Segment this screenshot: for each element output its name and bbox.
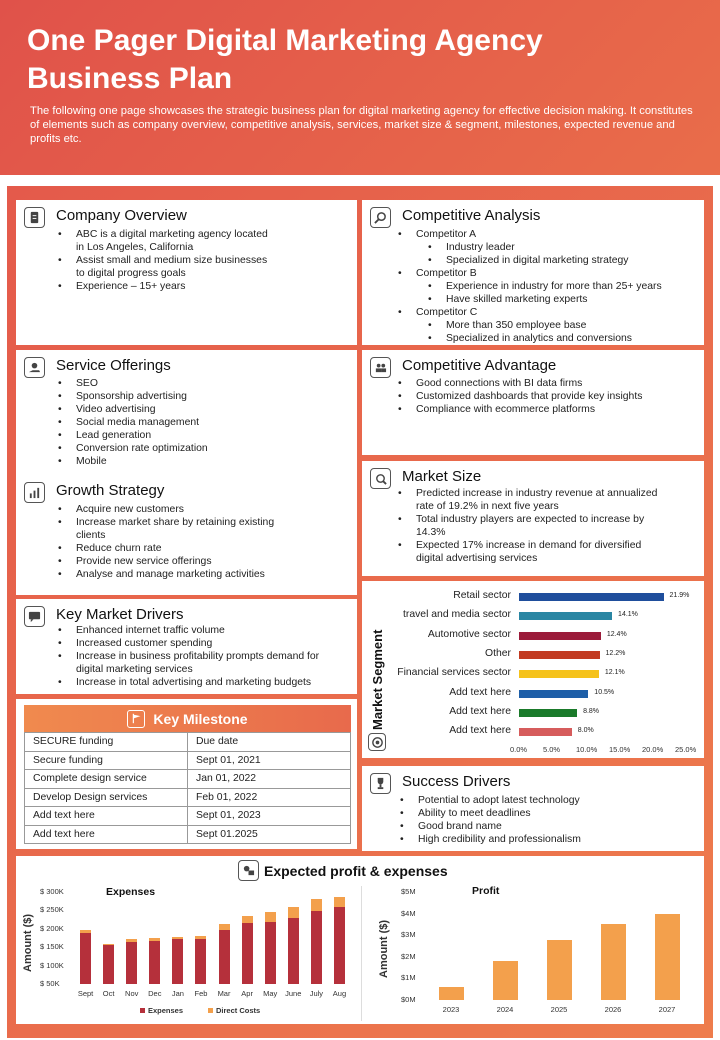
table-cell: Add text here: [25, 825, 188, 844]
list-item: • Sponsorship advertising: [58, 390, 318, 403]
expenses-bar: [126, 939, 137, 941]
segment-label: Add text here: [449, 686, 511, 698]
service-offerings-title: Service Offerings: [56, 357, 171, 374]
magnifier-icon: [370, 207, 391, 228]
list-item: • Analyse and manage marketing activities: [58, 568, 298, 581]
list-item: • Mobile: [58, 455, 318, 468]
table-cell: Add text here: [25, 807, 188, 826]
competitor-item: [398, 228, 698, 267]
competitive-advantage-box: [362, 350, 704, 455]
segment-label: Retail sector: [453, 590, 511, 601]
table-cell: Develop Design services: [25, 788, 188, 807]
key-market-drivers-list: [58, 624, 343, 689]
segment-bar: [519, 593, 664, 601]
expenses-bar: [265, 922, 276, 984]
list-item: • Reduce churn rate: [58, 542, 298, 555]
list-item: • Compliance with ecommerce platforms: [398, 403, 698, 416]
legend-swatch: [208, 1008, 213, 1013]
expenses-bar: [334, 907, 345, 984]
expenses-x-tick: Dec: [148, 989, 162, 998]
bar-chart-icon: [24, 482, 45, 503]
expenses-bar: [242, 923, 253, 984]
list-item: • Conversion rate optimization: [58, 442, 318, 455]
expenses-bar: [311, 911, 322, 984]
competitor-name: Competitor A: [416, 229, 477, 240]
competitor-item: [398, 306, 698, 345]
expenses-bar: [103, 944, 114, 945]
expenses-y-tick: $ 100K: [40, 960, 64, 970]
profit-y-tick: $0M: [401, 995, 416, 1004]
expenses-y-tick: $ 150K: [40, 942, 64, 952]
profit-y-tick: $3M: [401, 930, 416, 940]
list-item: • Social media management: [58, 416, 318, 429]
list-item: • Predicted increase in industry revenue at annualized rate of 19.2% in next five years: [398, 487, 668, 513]
competitor-point: • Experience in industry for more than 25+ years: [428, 280, 698, 293]
chart-magnifier-icon: [370, 468, 391, 489]
segment-axis-tick: 25.0%: [675, 745, 697, 754]
expenses-chart-title: Expenses: [106, 886, 156, 898]
expenses-x-tick: Oct: [102, 989, 115, 998]
list-item: • Good connections with BI data firms: [398, 377, 698, 390]
segment-bar: [519, 690, 588, 698]
list-item: • Video advertising: [58, 403, 318, 416]
table-cell: Sept 01, 2021: [188, 751, 351, 770]
expenses-bar: [172, 937, 183, 939]
key-market-drivers-title: Key Market Drivers: [56, 606, 184, 623]
expenses-x-tick: Sept: [77, 989, 94, 998]
list-item: • SEO: [58, 377, 318, 390]
competitor-name: Competitor B: [416, 268, 477, 279]
expenses-bar: [334, 897, 345, 907]
service-offerings-box: [16, 350, 357, 475]
segment-label: Add text here: [449, 705, 511, 717]
competitor-points: [416, 319, 698, 345]
key-market-drivers-box: [16, 599, 357, 694]
list-item: • Experience – 15+ years: [58, 280, 278, 293]
document-icon: [24, 207, 45, 228]
segment-value-label: 14.1%: [618, 611, 638, 619]
company-overview-box: [16, 200, 357, 345]
list-item: • Expected 17% increase in demand for diversified digital advertising services: [398, 539, 668, 565]
competitive-advantage-title: Competitive Advantage: [402, 357, 557, 374]
segment-axis-tick: 20.0%: [642, 745, 664, 754]
expenses-y-tick: $ 250K: [40, 905, 64, 915]
segment-label: Other: [485, 647, 511, 659]
profit-bar: [655, 914, 680, 1000]
expenses-bar: [195, 936, 206, 939]
segment-axis-tick: 0.0%: [510, 745, 528, 754]
profit-chart-title: Profit: [472, 885, 500, 897]
competitor-point: • Have skilled marketing experts: [428, 293, 698, 306]
expenses-bar: [311, 899, 322, 911]
page-title: One Pager Digital Marketing Agency Business Plan: [27, 24, 543, 95]
expenses-x-tick: May: [263, 989, 278, 998]
money-icon: [238, 860, 259, 881]
list-item: • Total industry players are expected to increase by 14.3%: [398, 513, 668, 539]
list-item: • Acquire new customers: [58, 503, 298, 516]
expenses-x-tick: Apr: [241, 989, 253, 998]
expenses-bar: [80, 933, 91, 984]
flag-icon: [127, 710, 145, 728]
competitor-point: • Industry leader: [428, 241, 698, 254]
table-cell: Sept 01, 2023: [188, 807, 351, 826]
segment-bar: [519, 709, 577, 717]
expenses-y-tick: $ 300K: [40, 887, 64, 896]
key-milestone-header: [24, 705, 351, 732]
expenses-bar: [195, 939, 206, 984]
service-offerings-list: [58, 377, 318, 468]
list-item: • Provide new service offerings: [58, 555, 298, 568]
growth-strategy-box: [16, 475, 357, 595]
market-size-list: [398, 487, 668, 565]
competitor-points: [416, 280, 698, 306]
expenses-bar: [242, 916, 253, 923]
list-item: • Ability to meet deadlines: [400, 807, 690, 820]
profit-y-axis-title: Amount ($): [378, 919, 390, 978]
list-item: • Potential to adopt latest technology: [400, 794, 690, 807]
growth-strategy-title: Growth Strategy: [56, 482, 165, 499]
segment-label: Add text here: [449, 725, 511, 737]
expenses-x-tick: Nov: [125, 989, 139, 998]
table-cell: Secure funding: [25, 751, 188, 770]
expenses-bar: [219, 924, 230, 929]
competitive-advantage-list: [398, 377, 698, 416]
segment-value-label: 12.2%: [605, 649, 626, 657]
expenses-y-tick: $ 200K: [40, 923, 64, 933]
expenses-bar: [80, 930, 91, 933]
expenses-x-tick: Feb: [194, 989, 208, 998]
segment-bar: [519, 632, 601, 640]
segment-value-label: 12.1%: [604, 669, 625, 677]
profit-x-tick: 2025: [550, 1005, 568, 1014]
competitor-point: • Specialized in digital marketing strategy: [428, 254, 698, 267]
list-item: • Increase in business profitability prompts demand for digital marketing services: [58, 650, 343, 676]
expenses-bar: [288, 907, 299, 918]
table-row: [25, 751, 351, 770]
segment-value-label: 12.4%: [606, 630, 627, 638]
expenses-bar: [126, 942, 137, 984]
page-subtitle: The following one page showcases the strategic business plan for digital marketing agency for effective decision making. It constitutes of elements such as company overview, competitive analysis, services, market size & segment, milestones, expected revenue and profits etc.: [30, 105, 693, 145]
expenses-y-axis-title: Amount ($): [22, 913, 34, 972]
segment-bar: [519, 651, 600, 659]
segment-axis-tick: 10.0%: [576, 745, 598, 754]
competitor-point: • More than 350 employee base: [428, 319, 698, 332]
profit-bar: [547, 940, 572, 1000]
list-item: • ABC is a digital marketing agency located in Los Angeles, California: [58, 228, 278, 254]
table-cell: Jan 01, 2022: [188, 770, 351, 789]
profit-x-tick: 2023: [442, 1005, 460, 1014]
list-item: • Customized dashboards that provide key insights: [398, 390, 698, 403]
list-item: • Enhanced internet traffic volume: [58, 624, 343, 637]
list-item: • Lead generation: [58, 429, 318, 442]
segment-bar: [519, 728, 572, 736]
competitive-analysis-list: [398, 228, 698, 345]
profit-bar: [601, 924, 626, 1000]
expenses-x-tick: Aug: [332, 989, 347, 998]
expenses-bar: [219, 930, 230, 984]
profit-y-tick: $2M: [401, 951, 416, 961]
profit-expenses-title: Expected profit & expenses: [264, 862, 448, 879]
segment-label: Financial services sector: [397, 667, 511, 679]
segment-value-label: 21.9%: [669, 592, 690, 599]
competitor-points: [416, 241, 698, 267]
segment-axis-tick: 5.0%: [543, 745, 561, 754]
list-item: • Assist small and medium size businesses to digital progress goals: [58, 254, 278, 280]
expenses-bar: [265, 912, 276, 922]
segment-bar: [519, 612, 612, 620]
market-segment-axis-title: Market Segment: [370, 629, 385, 730]
table-cell: SECURE funding: [25, 733, 188, 752]
segment-value-label: 8.0%: [577, 727, 594, 735]
competitor-item: [398, 267, 698, 306]
segment-axis-tick: 15.0%: [609, 745, 631, 754]
table-cell: Complete design service: [25, 770, 188, 789]
target-icon: [368, 733, 386, 751]
chart-divider: [361, 886, 362, 1021]
expenses-x-tick: July: [309, 989, 324, 998]
competitor-name: Competitor C: [416, 307, 478, 318]
people-icon: [370, 357, 391, 378]
list-item: • High credibility and professionalism: [400, 833, 690, 846]
success-drivers-box: [362, 766, 704, 851]
table-cell: Due date: [188, 733, 351, 752]
table-cell: Sept 01.2025: [188, 825, 351, 844]
expenses-bar: [103, 945, 114, 984]
competitive-analysis-title: Competitive Analysis: [402, 207, 541, 224]
profit-y-tick: $4M: [401, 908, 416, 918]
trophy-icon: [370, 773, 391, 794]
expenses-bar: [149, 938, 160, 940]
segment-value-label: 10.5%: [594, 688, 615, 696]
expenses-bar: [149, 941, 160, 984]
legend-swatch: [140, 1008, 145, 1013]
legend-label: Direct Costs: [216, 1006, 261, 1015]
expenses-x-tick: June: [285, 989, 302, 998]
expenses-x-tick: Jan: [171, 989, 184, 998]
profit-expenses-header: [238, 860, 448, 881]
list-item: • Increased customer spending: [58, 637, 343, 650]
hand-gear-icon: [24, 357, 45, 378]
profit-y-tick: $5M: [401, 887, 416, 896]
success-drivers-title: Success Drivers: [402, 773, 511, 790]
segment-value-label: 8.8%: [583, 707, 600, 715]
profit-bar: [493, 961, 518, 1000]
table-row: [25, 788, 351, 807]
list-item: • Increase in total advertising and marketing budgets: [58, 676, 343, 689]
segment-label: Automotive sector: [427, 628, 511, 640]
table-row: [25, 733, 351, 752]
table-row: [25, 825, 351, 844]
key-milestone-title: Key Milestone: [153, 710, 248, 727]
table-row: [25, 807, 351, 826]
expenses-y-tick: $ 50K: [40, 979, 60, 988]
competitive-analysis-box: [362, 200, 704, 345]
profit-bar: [439, 987, 464, 1000]
list-item: • Increase market share by retaining existing clients: [58, 516, 298, 542]
expenses-x-tick: Mar: [217, 989, 231, 998]
table-row: [25, 770, 351, 789]
segment-label: travel and media sector: [402, 609, 511, 621]
milestone-table: [24, 732, 351, 844]
legend-label: Expenses: [148, 1006, 184, 1015]
profit-x-tick: 2027: [658, 1005, 676, 1014]
company-overview-list: [58, 228, 278, 293]
market-size-title: Market Size: [402, 468, 482, 485]
segment-bar: [519, 670, 599, 678]
profit-y-tick: $1M: [401, 973, 416, 983]
success-drivers-list: [400, 794, 690, 846]
growth-strategy-list: [58, 503, 298, 581]
list-item: • Good brand name: [400, 820, 690, 833]
profit-x-tick: 2026: [604, 1005, 622, 1014]
expenses-bar: [288, 918, 299, 984]
profit-x-tick: 2024: [496, 1005, 514, 1014]
expenses-bar: [172, 939, 183, 984]
table-cell: Feb 01, 2022: [188, 788, 351, 807]
competitor-point: • Specialized in analytics and conversions: [428, 332, 698, 345]
company-overview-title: Company Overview: [56, 207, 187, 224]
chat-icon: [24, 606, 45, 627]
market-size-box: [362, 461, 704, 576]
